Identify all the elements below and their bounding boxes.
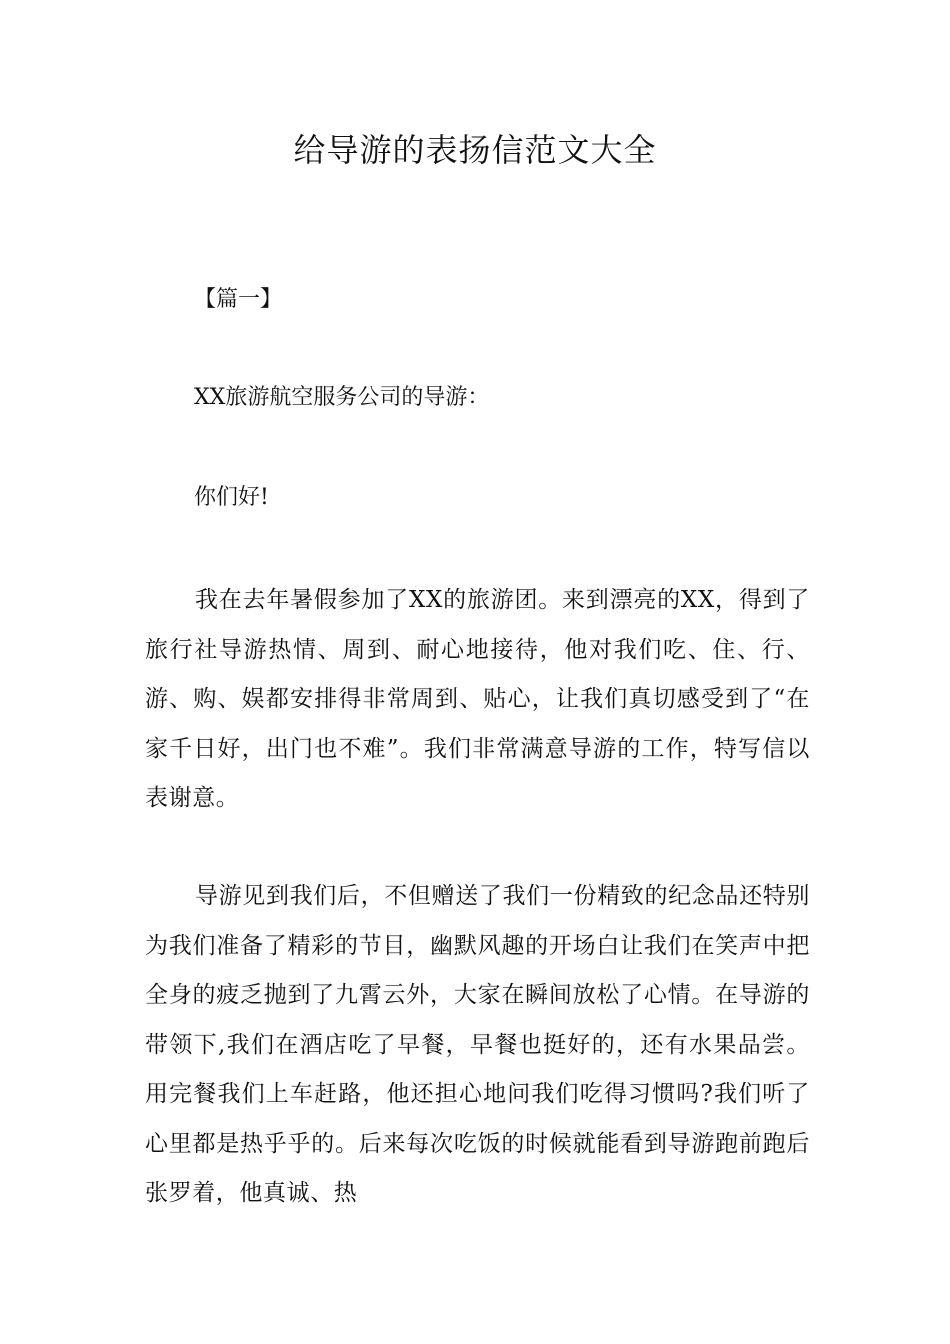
section-label: 【篇一】 xyxy=(194,287,283,312)
letter-greeting: 你们好! xyxy=(194,485,269,510)
document-title: 给导游的表扬信范文大全 xyxy=(293,131,657,169)
body-paragraph: 导游见到我们后，不但赠送了我们一份精致的纪念品还特别为我们准备了精彩的节目，幽默风趣的开场白让我们在笑声中把全身的疲乏抛到了九霄云外，大家在瞬间放松了心情。在导游的带领下,我们在酒店吃了早餐，早餐也挺好的，还有水果品尝。用完餐我们上车赶路，他还担心地问我们吃得习惯吗?我们听了心里都是热乎乎的。后来每次吃饭的时候就能看到导游跑前跑后张罗着，他真诚、热 xyxy=(145,883,810,1206)
letter-salutation: XX旅游航空服务公司的导游： xyxy=(194,385,490,410)
body-paragraph: 我在去年暑假参加了XX的旅游团。来到漂亮的XX，得到了旅行社导游热情、周到、耐心地接待，他对我们吃、住、行、游、购、娱都安排得非常周到、贴心，让我们真切感受到了“在家千日好，出门也不难”。我们非常满意导游的工作，特写信以表谢意。 xyxy=(145,587,810,811)
